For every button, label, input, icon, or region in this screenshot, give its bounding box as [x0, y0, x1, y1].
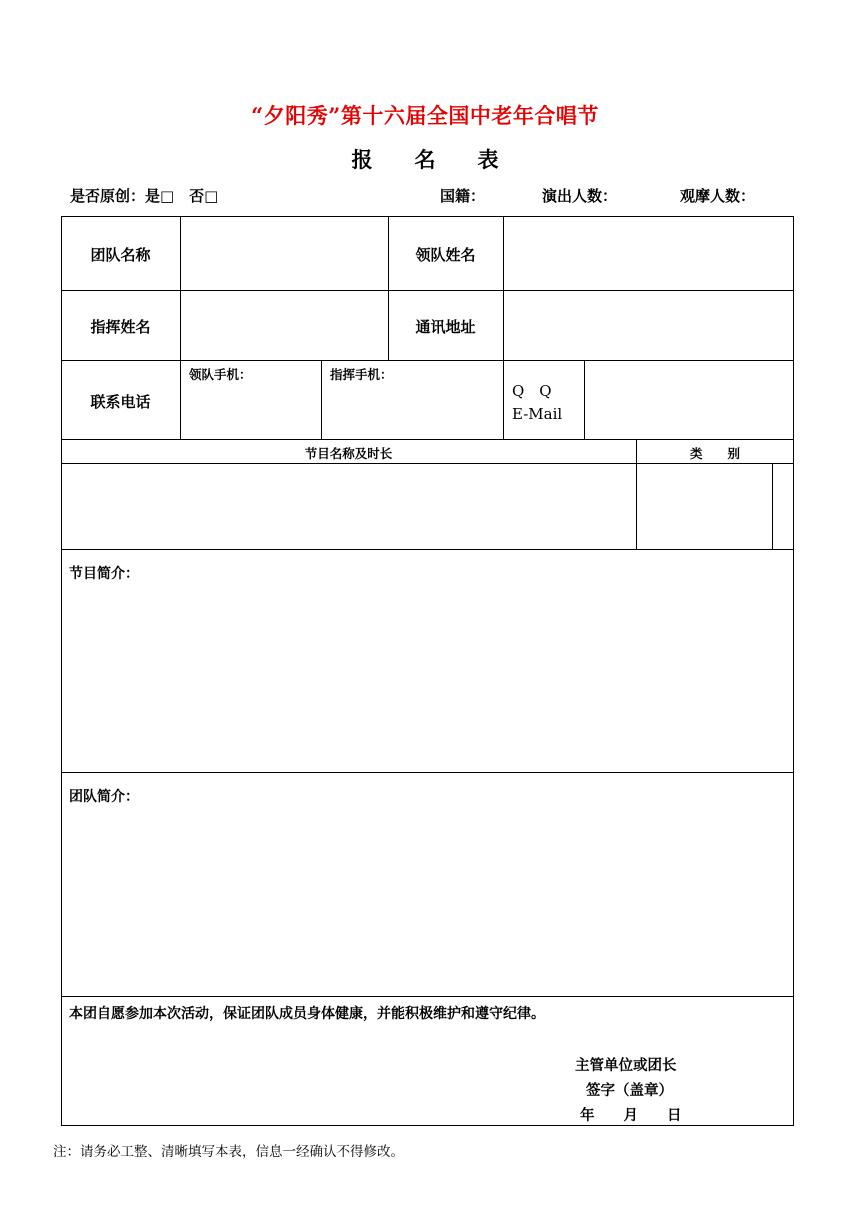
row-divider [61, 549, 794, 550]
signature-authority-label: 主管单位或团长 [575, 1057, 677, 1074]
qq-label: Q Q [512, 382, 552, 400]
viewers-count-label: 观摩人数： [680, 187, 756, 205]
team-intro-label: 团队简介： [69, 789, 139, 805]
program-intro-label: 节目简介： [69, 566, 139, 582]
nationality-label: 国籍： [440, 187, 486, 205]
column-divider [772, 463, 773, 549]
category-field[interactable] [637, 464, 771, 548]
leader-phone-label: 领队手机： [189, 367, 252, 382]
program-name-field[interactable] [62, 464, 635, 548]
form-title: “夕阳秀”第十六届全国中老年合唱节 [251, 103, 599, 128]
pledge-text: 本团自愿参加本次活动，保证团队成员身体健康，并能积极维护和遵守纪律。 [69, 1006, 545, 1022]
team-name-label: 团队名称 [90, 246, 151, 264]
form-subtitle: 报 名 表 [351, 147, 499, 172]
leader-name-label: 领队姓名 [415, 246, 476, 264]
performers-count-label: 演出人数： [542, 187, 618, 205]
address-field[interactable] [504, 291, 792, 359]
footer-note: 注：请务必工整、清晰填写本表，信息一经确认不得修改。 [53, 1144, 404, 1160]
leader-name-field[interactable] [504, 217, 792, 289]
signature-seal-label: 签字（盖章） [586, 1082, 673, 1099]
program-intro-field[interactable] [62, 590, 793, 770]
row-divider [61, 996, 794, 997]
row-divider [61, 439, 794, 440]
team-intro-field[interactable] [62, 812, 793, 994]
signature-date-label: 年 月 日 [580, 1107, 682, 1124]
program-name-header: 节目名称及时长 [304, 446, 393, 461]
original-checkbox-label[interactable]: 是否原创：是□ 否□ [70, 187, 219, 205]
conductor-name-label: 指挥姓名 [90, 318, 151, 336]
team-name-field[interactable] [181, 217, 387, 289]
qq-email-field[interactable] [585, 361, 792, 438]
conductor-phone-label: 指挥手机： [330, 367, 393, 382]
column-divider [388, 216, 389, 360]
email-label: E-Mail [512, 405, 563, 423]
address-label: 通讯地址 [415, 318, 476, 336]
conductor-name-field[interactable] [181, 291, 387, 359]
category-header: 类 别 [689, 446, 740, 461]
leader-phone-field[interactable] [181, 361, 320, 438]
row-divider [61, 772, 794, 773]
phone-label: 联系电话 [90, 393, 151, 411]
conductor-phone-field[interactable] [322, 361, 502, 438]
